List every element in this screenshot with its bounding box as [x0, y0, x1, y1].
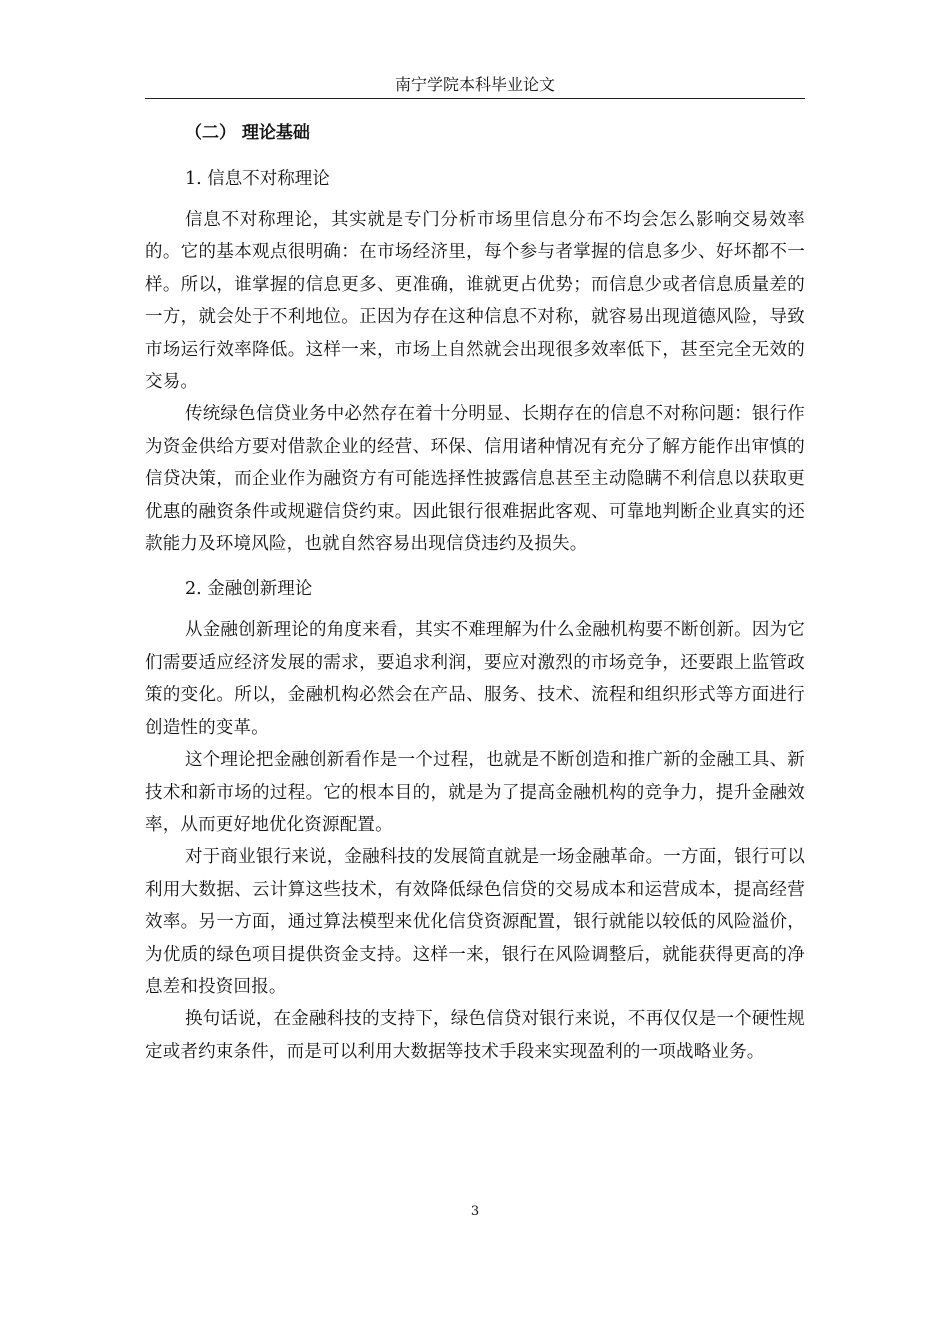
- subsection-heading: 1. 信息不对称理论: [185, 169, 330, 189]
- body-paragraph: 从金融创新理论的角度来看，其实不难理解为什么金融机构要不断创新。因为它们需要适应经济发展的需求，要追求利润，要应对激烈的市场竞争，还要跟上监管政策的变化。所以，金融机构必然会在产品、服务、技术、流程和组织形式等方面进行创造性的变革。: [145, 620, 805, 738]
- body-paragraph: 换句话说，在金融科技的支持下，绿色信贷对银行来说，不再仅仅是一个硬性规定或者约束条件，而是可以利用大数据等技术手段来实现盈利的一项战略业务。: [145, 1009, 805, 1062]
- body-paragraph: 传统绿色信贷业务中必然存在着十分明显、长期存在的信息不对称问题：银行作为资金供给方要对借款企业的经营、环保、信用诸种情况有充分了解方能作出审慎的信贷决策，而企业作为融资方有可能选择性披露信息甚至主动隐瞒不利信息以获取更优惠的融资条件或规避信贷约束。因此银行很难据此客观、可靠地判断企业真实的还款能力及环境风险，也就自然容易出现信贷违约及损失。: [145, 404, 805, 555]
- body-paragraph: 信息不对称理论，其实就是专门分析市场里信息分布不均会怎么影响交易效率的。它的基本观点很明确：在市场经济里，每个参与者掌握的信息多少、好坏都不一样。所以，谁掌握的信息更多、更准确，谁就更占优势；而信息少或者信息质量差的一方，就会处于不利地位。正因为存在这种信息不对称，就容易出现道德风险，导致市场运行效率降低。这样一来，市场上自然就会出现很多效率低下，甚至完全无效的交易。: [145, 210, 805, 393]
- body-paragraph: 这个理论把金融创新看作是一个过程，也就是不断创造和推广新的金融工具、新技术和新市场的过程。它的根本目的，就是为了提高金融机构的竞争力，提升金融效率，从而更好地优化资源配置。: [145, 750, 805, 835]
- subsection-information-asymmetry: [145, 162, 805, 560]
- body-paragraph: 对于商业银行来说，金融科技的发展简直就是一场金融革命。一方面，银行可以利用大数据、云计算这些技术，有效降低绿色信贷的交易成本和运营成本，提高经营效率。另一方面，通过算法模型来优化信贷资源配置，银行就能以较低的风险溢价，为优质的绿色项目提供资金支持。这样一来，银行在风险调整后，就能获得更高的净息差和投资回报。: [145, 847, 805, 997]
- page-number: 3: [470, 1204, 480, 1219]
- page-header-title: 南宁学院本科毕业论文: [394, 75, 555, 94]
- header-divider: [145, 98, 805, 99]
- subsection-heading: 2. 金融创新理论: [185, 579, 313, 600]
- section-heading: （二） 理论基础: [185, 123, 310, 143]
- subsection-financial-innovation: [145, 572, 805, 1068]
- page-body: [145, 116, 805, 1068]
